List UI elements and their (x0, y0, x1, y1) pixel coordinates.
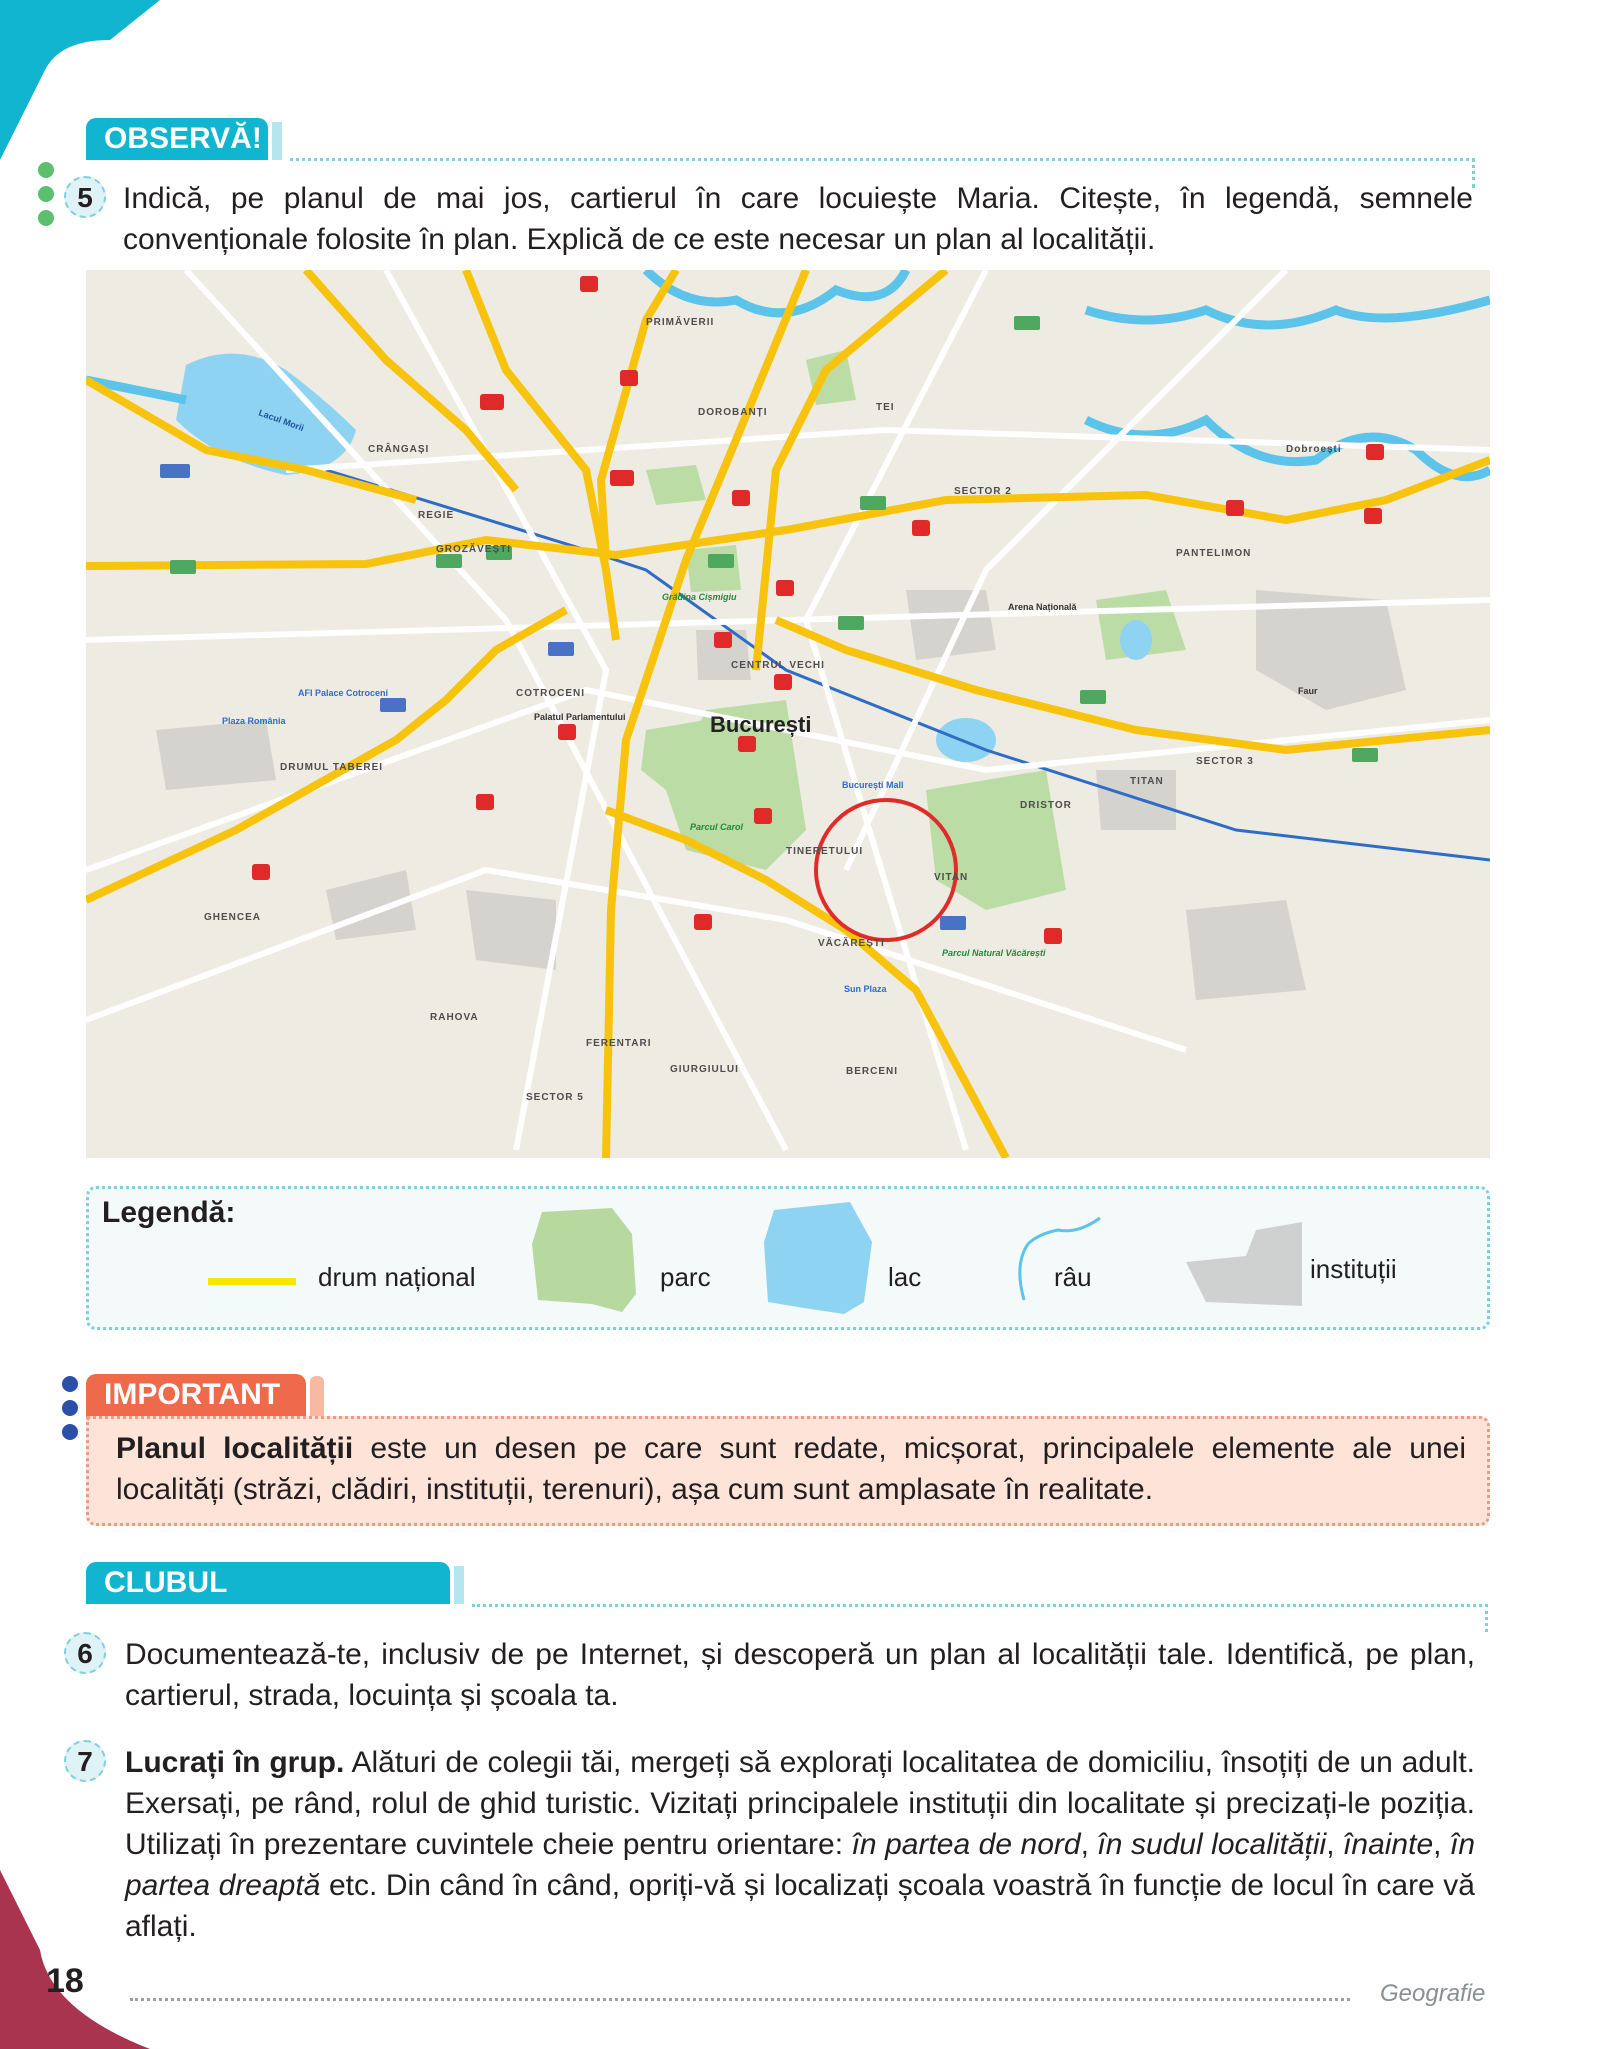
district-label: TEI (876, 402, 895, 413)
club-divider-end (1485, 1604, 1488, 1632)
city-map (86, 270, 1490, 1158)
district-label: DOROBANȚI (698, 407, 768, 418)
district-label: SECTOR 3 (1196, 756, 1254, 767)
legend-national-road-swatch (208, 1278, 296, 1285)
club-divider (472, 1604, 1488, 1607)
page-number: 18 (46, 1962, 84, 2000)
question-number-7: 7 (64, 1740, 106, 1782)
legend-label: lac (888, 1262, 922, 1292)
decorative-dot (62, 1424, 78, 1440)
decorative-dot (38, 186, 54, 202)
question-number-6: 6 (64, 1632, 106, 1674)
district-label: TINERETULUI (786, 846, 864, 857)
place-label: Arena Națională (1008, 602, 1077, 612)
district-label: TITAN (1130, 776, 1164, 787)
important-term: Planul localității (116, 1432, 354, 1465)
separator: , (1080, 1828, 1098, 1861)
district-label: FERENTARI (586, 1038, 652, 1049)
legend-label: râu (1054, 1262, 1092, 1292)
important-tag: IMPORTANT (86, 1374, 306, 1416)
decorative-dot (62, 1400, 78, 1416)
important-text (116, 1428, 1466, 1510)
district-label: PANTELIMON (1176, 548, 1252, 559)
orientation-keyword: în partea de nord (851, 1828, 1081, 1861)
legend-lake-swatch (764, 1202, 876, 1318)
place-label: Plaza România (222, 716, 286, 726)
observa-tag-accent (272, 122, 282, 160)
district-label: SECTOR 5 (526, 1092, 584, 1103)
question-number-5: 5 (64, 176, 106, 218)
place-label: Palatul Parlamentului (534, 712, 626, 722)
observa-divider (290, 158, 1475, 161)
question-7-body: Alături de colegii tăi, mergeți să explorați localitatea de domiciliu, însoțiți de un adult. Exersați, pe rând, rolul de ghid turistic. Vizitați principalele instituții din localitate și precizați-le poziția. Utilizați în prezentare cuvintele cheie pentru orientare: (125, 1746, 1475, 1861)
district-label: GIURGIULUI (670, 1064, 739, 1075)
legend-label: drum național (318, 1262, 476, 1292)
observa-tag: OBSERVĂ! (86, 118, 268, 160)
legend-title: Legendă: (102, 1196, 236, 1229)
footer-divider (130, 1998, 1350, 2001)
subject-label: Geografie (1380, 1980, 1486, 2007)
decorative-dot (38, 210, 54, 226)
separator: , (1326, 1828, 1344, 1861)
district-label: COTROCENI (516, 688, 585, 699)
place-label: Faur (1298, 686, 1318, 696)
place-label: București Mall (842, 780, 904, 790)
park-label: Parcul Carol (690, 822, 744, 832)
district-label: DRUMUL TABEREI (280, 762, 384, 773)
question-5-text: Indică, pe planul de mai jos, cartierul în care locuiește Maria. Citește, în legendă, semnele convenționale folosite în plan. Explică de ce este necesar un plan al localității. (123, 182, 1473, 256)
legend-label: parc (660, 1262, 711, 1292)
district-label: DRISTOR (1020, 800, 1072, 811)
decorative-dot (38, 162, 54, 178)
club-tag-accent (454, 1566, 464, 1604)
legend-park-swatch (532, 1204, 642, 1316)
district-label: GROZĂVEȘTI (436, 544, 512, 555)
district-label: REGIE (418, 510, 455, 521)
district-label: SECTOR 2 (954, 486, 1012, 497)
important-tag-accent (310, 1376, 324, 1416)
separator: , (1433, 1828, 1450, 1861)
place-label: Sun Plaza (844, 984, 887, 994)
legend-institutions-swatch (1186, 1222, 1302, 1306)
district-label: RAHOVA (430, 1012, 479, 1023)
orientation-keyword: înainte (1343, 1828, 1434, 1861)
question-7-body-end: etc. Din când în când, opriți-vă și localizați școala voastră în funcție de locul în care vă aflați. (125, 1869, 1475, 1943)
place-label: AFI Palace Cotroceni (298, 688, 389, 698)
question-7-lead: Lucrați în grup. (125, 1746, 345, 1779)
district-label: CRÂNGAȘI (368, 444, 430, 455)
decorative-dot (62, 1376, 78, 1392)
club-tag: CLUBUL GEOGRAFILOR (86, 1562, 450, 1604)
district-label: VĂCĂREȘTI (818, 938, 885, 949)
park-label: Grădina Cișmigiu (662, 592, 737, 602)
question-6-text: Documentează-te, inclusiv de pe Internet, și descoperă un plan al localității tale. Identifică, pe plan, cartierul, strada, locuința și școala ta. (125, 1638, 1475, 1712)
legend-label: instituții (1310, 1254, 1397, 1284)
district-label: BERCENI (846, 1066, 899, 1077)
orientation-keyword: în sudul localității (1097, 1828, 1327, 1861)
lake-label: Lacul Morii (257, 407, 306, 434)
district-label: CENTRUL VECHI (731, 660, 825, 671)
question-7-text (125, 1742, 1475, 1947)
district-label: PRIMĂVERII (646, 317, 715, 328)
city-label: București (710, 712, 812, 737)
district-label: Dobroești (1286, 444, 1342, 455)
district-label: VITAN (934, 872, 969, 883)
important-body: este un desen pe care sunt redate, micșorat, principalele elemente ale unei localități (străzi, clădiri, instituții, terenuri), așa cum sunt amplasate în realitate. (116, 1432, 1466, 1506)
orientation-keyword: în partea dreaptă (125, 1828, 1476, 1902)
park-label: Parcul Natural Văcărești (942, 948, 1046, 958)
district-label: GHENCEA (204, 912, 262, 923)
